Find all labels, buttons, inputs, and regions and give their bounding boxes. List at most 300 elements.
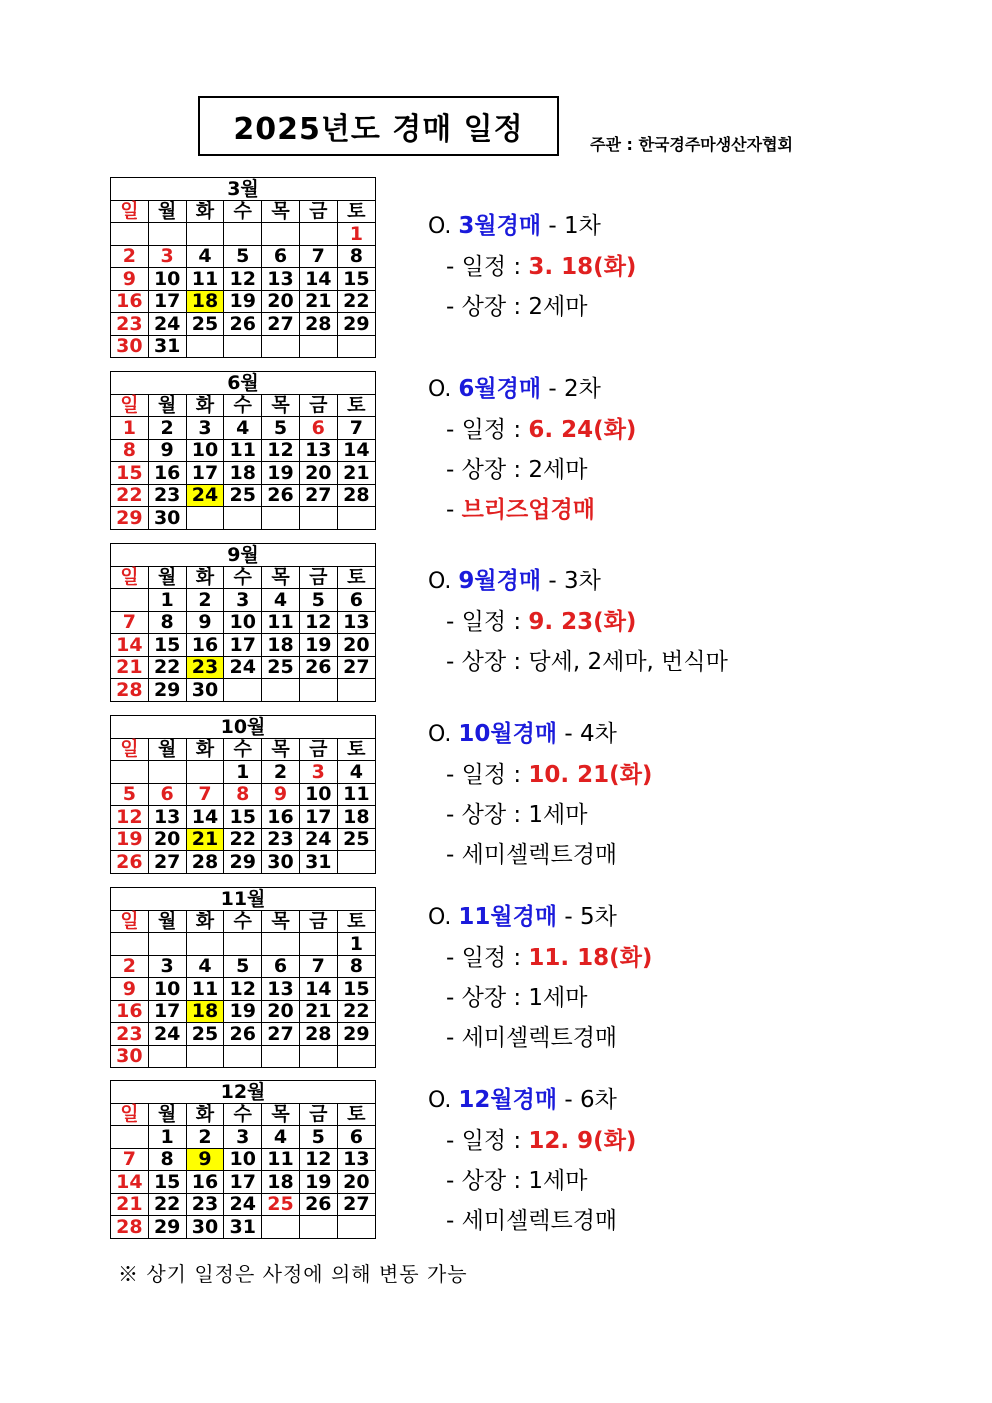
weekday-header: 수 — [224, 1103, 262, 1126]
calendar-day-cell: 13 — [299, 439, 337, 462]
calendar-day-cell: 5 — [224, 245, 262, 268]
calendar-empty-cell — [262, 1216, 300, 1239]
weekday-header: 목 — [262, 738, 300, 761]
auction-detail-line: - 상장 : 1세마 — [446, 802, 588, 828]
calendar-empty-cell — [224, 933, 262, 956]
calendar-week-row — [111, 1045, 376, 1068]
calendar-week-row — [111, 761, 376, 784]
calendar-day-cell: 3 — [224, 589, 262, 612]
calendar-day-cell: 13 — [337, 611, 375, 634]
auction-date: 12. 9(화) — [528, 1128, 637, 1154]
calendar-day-cell: 6 — [262, 245, 300, 268]
calendar-day-cell: 19 — [299, 1171, 337, 1194]
calendar-day-cell: 25 — [262, 656, 300, 679]
calendar-day-cell: 9 — [111, 268, 149, 291]
auction-round: - 1차 — [541, 213, 601, 239]
weekday-header: 수 — [224, 566, 262, 589]
calendar-day-cell: 4 — [186, 955, 224, 978]
weekday-header: 목 — [262, 200, 300, 223]
calendar-day-cell: 25 — [186, 1023, 224, 1046]
page-title: 2025년도 경매 일정 — [198, 96, 559, 156]
calendar-day-cell: 1 — [148, 1126, 186, 1149]
calendar-day-cell: 20 — [337, 634, 375, 657]
calendar-empty-cell — [224, 507, 262, 530]
calendar-empty-cell — [262, 223, 300, 246]
weekday-header: 금 — [299, 566, 337, 589]
calendar-day-cell: 4 — [262, 1126, 300, 1149]
calendar-day-cell: 11 — [262, 611, 300, 634]
calendar-empty-cell — [186, 223, 224, 246]
calendar-day-cell: 21 — [299, 1000, 337, 1023]
calendar-day-cell: 27 — [148, 851, 186, 874]
calendar-day-cell: 12 — [111, 806, 149, 829]
calendar-day-cell: 6 — [299, 417, 337, 440]
calendar-day-cell: 13 — [148, 806, 186, 829]
calendar-day-cell: 15 — [337, 978, 375, 1001]
calendar-5 — [110, 1080, 376, 1239]
weekday-header: 화 — [186, 1103, 224, 1126]
auction-name: 9월경매 — [458, 568, 542, 594]
calendar-day-cell: 16 — [186, 1171, 224, 1194]
calendar-day-cell: 7 — [299, 245, 337, 268]
calendar-day-cell: 23 — [186, 1193, 224, 1216]
calendar-day-cell: 6 — [337, 589, 375, 612]
calendar-week-row — [111, 1193, 376, 1216]
auction-detail-line: - 상장 : 당세, 2세마, 번식마 — [446, 649, 728, 675]
calendar-day-cell: 17 — [299, 806, 337, 829]
calendar-day-cell: 28 — [111, 1216, 149, 1239]
calendar-day-cell: 29 — [224, 851, 262, 874]
calendar-empty-cell — [186, 507, 224, 530]
calendar-day-cell: 18 — [224, 462, 262, 485]
calendar-week-row — [111, 313, 376, 336]
calendar-0 — [110, 177, 376, 358]
calendar-day-cell: 30 — [186, 679, 224, 702]
calendar-empty-cell — [224, 1045, 262, 1068]
calendar-day-cell: 9 — [262, 783, 300, 806]
calendar-empty-cell — [337, 679, 375, 702]
auction-name: 10월경매 — [458, 721, 558, 747]
weekday-header: 월 — [148, 394, 186, 417]
calendar-day-cell: 26 — [299, 656, 337, 679]
calendar-day-cell: 30 — [148, 507, 186, 530]
auction-date: 10. 21(화) — [528, 762, 653, 788]
auction-day-cell: 18 — [186, 290, 224, 313]
calendar-empty-cell — [224, 223, 262, 246]
weekday-header: 금 — [299, 394, 337, 417]
calendar-empty-cell — [148, 1045, 186, 1068]
calendar-day-cell: 8 — [224, 783, 262, 806]
calendar-week-row — [111, 223, 376, 246]
auction-info-block — [428, 369, 636, 530]
calendar-day-cell: 5 — [111, 783, 149, 806]
calendar-day-cell: 12 — [224, 978, 262, 1001]
calendar-day-cell: 19 — [262, 462, 300, 485]
auction-info-block — [428, 206, 636, 327]
calendar-day-cell: 12 — [224, 268, 262, 291]
calendar-1 — [110, 371, 376, 530]
calendar-day-cell: 11 — [337, 783, 375, 806]
calendar-week-row — [111, 1216, 376, 1239]
calendar-day-cell: 23 — [262, 828, 300, 851]
auction-date-line — [428, 410, 636, 450]
calendar-day-cell: 12 — [299, 1148, 337, 1171]
weekday-header: 화 — [186, 200, 224, 223]
date-label: - 일정 : — [446, 254, 529, 280]
weekday-header: 금 — [299, 1103, 337, 1126]
calendar-day-cell: 29 — [148, 1216, 186, 1239]
calendar-day-cell: 14 — [186, 806, 224, 829]
calendar-day-cell: 13 — [262, 978, 300, 1001]
calendar-day-cell: 25 — [262, 1193, 300, 1216]
auction-date-line — [428, 938, 652, 978]
auction-day-cell: 9 — [186, 1148, 224, 1171]
auction-detail-line: - 세미셀렉트경매 — [446, 842, 618, 868]
calendar-empty-cell — [337, 335, 375, 358]
calendar-week-row — [111, 290, 376, 313]
calendar-week-row — [111, 268, 376, 291]
calendar-day-cell: 10 — [224, 611, 262, 634]
calendar-week-row — [111, 1171, 376, 1194]
calendar-day-cell: 23 — [111, 1023, 149, 1046]
auction-round: - 2차 — [541, 376, 601, 402]
calendar-day-cell: 15 — [337, 268, 375, 291]
calendar-week-row — [111, 611, 376, 634]
calendar-empty-cell — [337, 851, 375, 874]
calendar-day-cell: 25 — [186, 313, 224, 336]
calendar-day-cell: 26 — [111, 851, 149, 874]
calendar-3 — [110, 715, 376, 874]
calendar-day-cell: 17 — [224, 1171, 262, 1194]
date-label: - 일정 : — [446, 945, 529, 971]
calendar-week-row — [111, 828, 376, 851]
weekday-header: 목 — [262, 394, 300, 417]
calendar-day-cell: 23 — [148, 484, 186, 507]
date-label: - 일정 : — [446, 417, 529, 443]
auction-detail-line — [428, 490, 636, 530]
weekday-header: 일 — [111, 394, 149, 417]
calendar-day-cell: 6 — [148, 783, 186, 806]
calendar-day-cell: 7 — [337, 417, 375, 440]
calendar-day-cell: 19 — [224, 290, 262, 313]
auction-name: 3월경매 — [458, 213, 542, 239]
calendar-week-row — [111, 1023, 376, 1046]
calendar-day-cell: 17 — [148, 290, 186, 313]
weekday-header: 수 — [224, 394, 262, 417]
auction-info-block — [428, 714, 652, 875]
calendar-day-cell: 22 — [111, 484, 149, 507]
weekday-header: 월 — [148, 738, 186, 761]
auction-date: 11. 18(화) — [528, 945, 653, 971]
calendar-day-cell: 30 — [111, 1045, 149, 1068]
calendar-day-cell: 21 — [299, 290, 337, 313]
calendar-day-cell: 22 — [337, 1000, 375, 1023]
calendar-day-cell: 27 — [262, 313, 300, 336]
calendar-week-row — [111, 462, 376, 485]
auction-heading — [428, 561, 728, 602]
weekday-header: 일 — [111, 910, 149, 933]
calendar-day-cell: 21 — [337, 462, 375, 485]
calendar-day-cell: 2 — [262, 761, 300, 784]
bullet-marker: O. — [428, 722, 459, 747]
calendar-day-cell: 16 — [148, 462, 186, 485]
calendar-week-row — [111, 679, 376, 702]
auction-heading — [428, 897, 652, 938]
calendar-day-cell: 14 — [337, 439, 375, 462]
weekday-header: 금 — [299, 910, 337, 933]
auction-info-block — [428, 561, 728, 682]
calendar-day-cell: 20 — [299, 462, 337, 485]
auction-heading — [428, 206, 636, 247]
weekday-header: 수 — [224, 200, 262, 223]
calendar-day-cell: 19 — [111, 828, 149, 851]
calendar-day-cell: 3 — [186, 417, 224, 440]
calendar-day-cell: 3 — [224, 1126, 262, 1149]
calendar-day-cell: 14 — [299, 268, 337, 291]
calendar-day-cell: 5 — [224, 955, 262, 978]
calendar-day-cell: 9 — [186, 611, 224, 634]
calendar-day-cell: 25 — [337, 828, 375, 851]
calendar-day-cell: 9 — [148, 439, 186, 462]
bullet-marker: O. — [428, 214, 459, 239]
calendar-empty-cell — [111, 589, 149, 612]
bullet-marker: O. — [428, 1088, 459, 1113]
calendar-day-cell: 8 — [111, 439, 149, 462]
calendar-day-cell: 8 — [148, 1148, 186, 1171]
calendar-day-cell: 1 — [224, 761, 262, 784]
date-label: - 일정 : — [446, 1128, 529, 1154]
calendar-day-cell: 14 — [111, 1171, 149, 1194]
calendar-day-cell: 27 — [337, 1193, 375, 1216]
calendar-day-cell: 2 — [186, 589, 224, 612]
calendar-day-cell: 29 — [337, 313, 375, 336]
calendar-day-cell: 17 — [148, 1000, 186, 1023]
weekday-header: 일 — [111, 200, 149, 223]
calendar-empty-cell — [111, 933, 149, 956]
calendar-day-cell: 20 — [262, 290, 300, 313]
calendar-day-cell: 29 — [111, 507, 149, 530]
calendar-day-cell: 12 — [262, 439, 300, 462]
calendar-day-cell: 22 — [148, 1193, 186, 1216]
weekday-header: 목 — [262, 1103, 300, 1126]
calendar-day-cell: 8 — [337, 245, 375, 268]
calendar-day-cell: 14 — [299, 978, 337, 1001]
calendar-day-cell: 27 — [299, 484, 337, 507]
auction-heading — [428, 369, 636, 410]
calendar-day-cell: 5 — [262, 417, 300, 440]
calendar-day-cell: 18 — [337, 806, 375, 829]
auction-detail-line: - 상장 : 1세마 — [446, 985, 588, 1011]
calendar-empty-cell — [148, 933, 186, 956]
calendar-day-cell: 10 — [299, 783, 337, 806]
calendar-day-cell: 30 — [186, 1216, 224, 1239]
calendar-day-cell: 16 — [262, 806, 300, 829]
calendar-day-cell: 6 — [262, 955, 300, 978]
weekday-header: 토 — [337, 1103, 375, 1126]
calendar-day-cell: 17 — [186, 462, 224, 485]
calendar-day-cell: 27 — [262, 1023, 300, 1046]
auction-detail-line: - 상장 : 1세마 — [446, 1168, 588, 1194]
weekday-header: 일 — [111, 738, 149, 761]
calendar-day-cell: 7 — [299, 955, 337, 978]
calendar-day-cell: 24 — [224, 656, 262, 679]
calendar-week-row — [111, 656, 376, 679]
calendar-empty-cell — [186, 761, 224, 784]
weekday-header: 수 — [224, 910, 262, 933]
auction-name: 6월경매 — [458, 376, 542, 402]
calendar-day-cell: 28 — [337, 484, 375, 507]
calendar-day-cell: 16 — [111, 290, 149, 313]
calendar-day-cell: 26 — [224, 1023, 262, 1046]
calendar-day-cell: 1 — [148, 589, 186, 612]
calendar-empty-cell — [224, 679, 262, 702]
calendar-day-cell: 1 — [337, 223, 375, 246]
calendar-month-title: 12월 — [111, 1081, 376, 1104]
calendar-day-cell: 31 — [224, 1216, 262, 1239]
weekday-header: 목 — [262, 910, 300, 933]
calendar-week-row — [111, 439, 376, 462]
weekday-header: 토 — [337, 200, 375, 223]
weekday-header: 목 — [262, 566, 300, 589]
calendar-empty-cell — [299, 507, 337, 530]
auction-detail-line: - 상장 : 2세마 — [446, 294, 588, 320]
calendar-day-cell: 18 — [262, 634, 300, 657]
weekday-header: 일 — [111, 566, 149, 589]
calendar-day-cell: 4 — [186, 245, 224, 268]
calendar-day-cell: 18 — [262, 1171, 300, 1194]
calendar-day-cell: 10 — [148, 978, 186, 1001]
calendar-day-cell: 4 — [262, 589, 300, 612]
auction-day-cell: 21 — [186, 828, 224, 851]
calendar-day-cell: 15 — [148, 634, 186, 657]
calendar-day-cell: 21 — [111, 1193, 149, 1216]
auction-day-cell: 24 — [186, 484, 224, 507]
calendar-day-cell: 30 — [262, 851, 300, 874]
calendar-day-cell: 22 — [337, 290, 375, 313]
calendar-empty-cell — [262, 335, 300, 358]
calendar-day-cell: 1 — [111, 417, 149, 440]
weekday-header: 월 — [148, 200, 186, 223]
calendar-empty-cell — [262, 679, 300, 702]
calendar-month-title: 3월 — [111, 178, 376, 201]
calendar-empty-cell — [299, 223, 337, 246]
auction-name: 11월경매 — [458, 904, 558, 930]
auction-date-line — [428, 1121, 636, 1161]
calendar-week-row — [111, 589, 376, 612]
calendar-day-cell: 24 — [224, 1193, 262, 1216]
calendar-day-cell: 11 — [224, 439, 262, 462]
weekday-header: 토 — [337, 566, 375, 589]
calendar-week-row — [111, 955, 376, 978]
calendar-day-cell: 20 — [262, 1000, 300, 1023]
calendar-day-cell: 26 — [224, 313, 262, 336]
calendar-week-row — [111, 634, 376, 657]
calendar-empty-cell — [224, 335, 262, 358]
auction-name: 12월경매 — [458, 1087, 558, 1113]
calendar-day-cell: 28 — [299, 313, 337, 336]
auction-info-block — [428, 897, 652, 1058]
calendar-month-title: 6월 — [111, 372, 376, 395]
weekday-header: 화 — [186, 910, 224, 933]
calendar-day-cell: 24 — [148, 313, 186, 336]
auction-detail-line: - 세미셀렉트경매 — [446, 1208, 618, 1234]
calendar-empty-cell — [262, 507, 300, 530]
auction-round: - 5차 — [557, 904, 617, 930]
calendar-empty-cell — [299, 335, 337, 358]
calendar-empty-cell — [299, 1216, 337, 1239]
calendar-day-cell: 15 — [224, 806, 262, 829]
calendar-week-row — [111, 1148, 376, 1171]
calendar-empty-cell — [111, 1126, 149, 1149]
calendar-week-row — [111, 1000, 376, 1023]
calendar-day-cell: 17 — [224, 634, 262, 657]
calendar-day-cell: 7 — [111, 611, 149, 634]
calendar-empty-cell — [299, 679, 337, 702]
weekday-header: 금 — [299, 200, 337, 223]
calendar-2 — [110, 543, 376, 702]
calendar-day-cell: 20 — [148, 828, 186, 851]
auction-day-cell: 18 — [186, 1000, 224, 1023]
calendar-day-cell: 4 — [224, 417, 262, 440]
calendar-day-cell: 10 — [186, 439, 224, 462]
calendar-empty-cell — [299, 933, 337, 956]
calendar-day-cell: 11 — [186, 268, 224, 291]
calendar-day-cell: 19 — [299, 634, 337, 657]
calendar-4 — [110, 887, 376, 1068]
weekday-header: 월 — [148, 910, 186, 933]
auction-date: 9. 23(화) — [528, 609, 637, 635]
calendar-month-title: 10월 — [111, 716, 376, 739]
calendar-day-cell: 3 — [148, 955, 186, 978]
calendar-day-cell: 28 — [186, 851, 224, 874]
auction-date-line — [428, 755, 652, 795]
calendar-day-cell: 8 — [148, 611, 186, 634]
calendar-day-cell: 13 — [337, 1148, 375, 1171]
weekday-header: 수 — [224, 738, 262, 761]
calendar-day-cell: 13 — [262, 268, 300, 291]
calendar-day-cell: 2 — [148, 417, 186, 440]
weekday-header: 월 — [148, 1103, 186, 1126]
calendar-empty-cell — [262, 933, 300, 956]
calendar-week-row — [111, 245, 376, 268]
weekday-header: 금 — [299, 738, 337, 761]
calendar-day-cell: 28 — [299, 1023, 337, 1046]
calendar-day-cell: 29 — [148, 679, 186, 702]
calendar-month-title: 11월 — [111, 888, 376, 911]
calendar-week-row — [111, 783, 376, 806]
calendar-day-cell: 26 — [299, 1193, 337, 1216]
weekday-header: 월 — [148, 566, 186, 589]
auction-heading — [428, 1080, 636, 1121]
calendar-empty-cell — [111, 223, 149, 246]
calendar-day-cell: 2 — [111, 955, 149, 978]
calendar-day-cell: 19 — [224, 1000, 262, 1023]
auction-detail-line: - 상장 : 2세마 — [446, 457, 588, 483]
calendar-empty-cell — [186, 335, 224, 358]
auction-detail-line: - 세미셀렉트경매 — [446, 1025, 618, 1051]
calendar-day-cell: 4 — [337, 761, 375, 784]
calendar-day-cell: 15 — [148, 1171, 186, 1194]
weekday-header: 토 — [337, 394, 375, 417]
calendar-day-cell: 21 — [111, 656, 149, 679]
calendar-day-cell: 11 — [186, 978, 224, 1001]
calendar-day-cell: 10 — [224, 1148, 262, 1171]
host-organization: 주관 : 한국경주마생산자협회 — [590, 135, 794, 154]
calendar-day-cell: 24 — [299, 828, 337, 851]
calendar-day-cell: 7 — [111, 1148, 149, 1171]
calendar-day-cell: 6 — [337, 1126, 375, 1149]
calendar-week-row — [111, 417, 376, 440]
